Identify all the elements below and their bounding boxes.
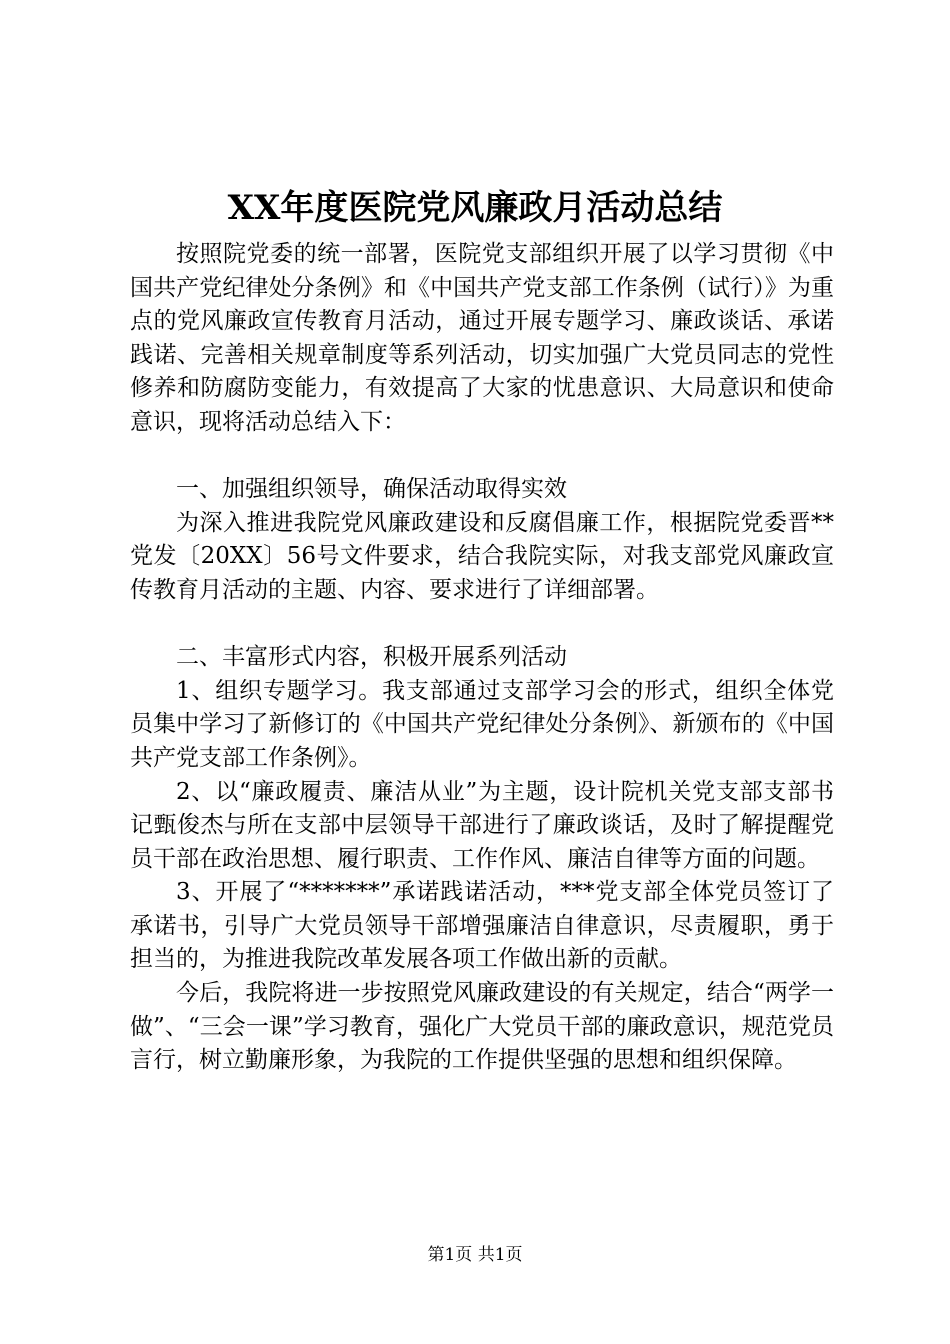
spacer bbox=[130, 608, 834, 642]
conclusion-paragraph: 今后，我院将进一步按照党风廉政建设的有关规定，结合“两学一做”、“三会一课”学习教育，强化广大党员干部的廉政意识，规范党员言行，树立勤廉形象，为我院的工作提供坚强的思想和组织保障。 bbox=[130, 980, 834, 1074]
section-2-item-3: 3、开展了“*******”承诺践诺活动，***党支部全体党员签订了承诺书，引导广大党员领导干部增强廉洁自律意识，尽责履职，勇于担当的，为推进我院改革发展各项工作做出新的贡献。 bbox=[130, 879, 834, 973]
intro-paragraph: 按照院党委的统一部署，医院党支部组织开展了以学习贯彻《中国共产党纪律处分条例》和《中国共产党支部工作条例（试行）》为重点的党风廉政宣传教育月活动，通过开展专题学习、廉政谈话、承诺践诺、完善相关规章制度等系列活动，切实加强广大党员同志的党性修养和防腐防变能力，有效提高了大家的忧患意识、大局意识和使命意识，现将活动总结入下： bbox=[130, 241, 834, 435]
section-1-paragraph: 为深入推进我院党风廉政建设和反腐倡廉工作，根据院党委晋**党发〔20XX〕56号文件要求，结合我院实际，对我支部党风廉政宣传教育月活动的主题、内容、要求进行了详细部署。 bbox=[130, 509, 834, 603]
section-2-item-1: 1、组织专题学习。我支部通过支部学习会的形式，组织全体党员集中学习了新修订的《中国共产党纪律处分条例》、新颁布的《中国共产党支部工作条例》。 bbox=[130, 677, 834, 771]
section-2-item-2: 2、以“廉政履责、廉洁从业”为主题，设计院机关党支部支部书记甄俊杰与所在支部中层领导干部进行了廉政谈话，及时了解提醒党员干部在政治思想、履行职责、工作作风、廉洁自律等方面的问题。 bbox=[130, 778, 834, 872]
section-1-heading: 一、加强组织领导，确保活动取得实效 bbox=[176, 476, 567, 503]
section-2-heading: 二、丰富形式内容，积极开展系列活动 bbox=[176, 644, 567, 671]
document-title: XX年度医院党风廉政月活动总结 bbox=[227, 188, 723, 228]
spacer bbox=[130, 440, 834, 474]
document-body bbox=[130, 238, 834, 1078]
page-footer: 第1页 共1页 bbox=[427, 1245, 523, 1265]
